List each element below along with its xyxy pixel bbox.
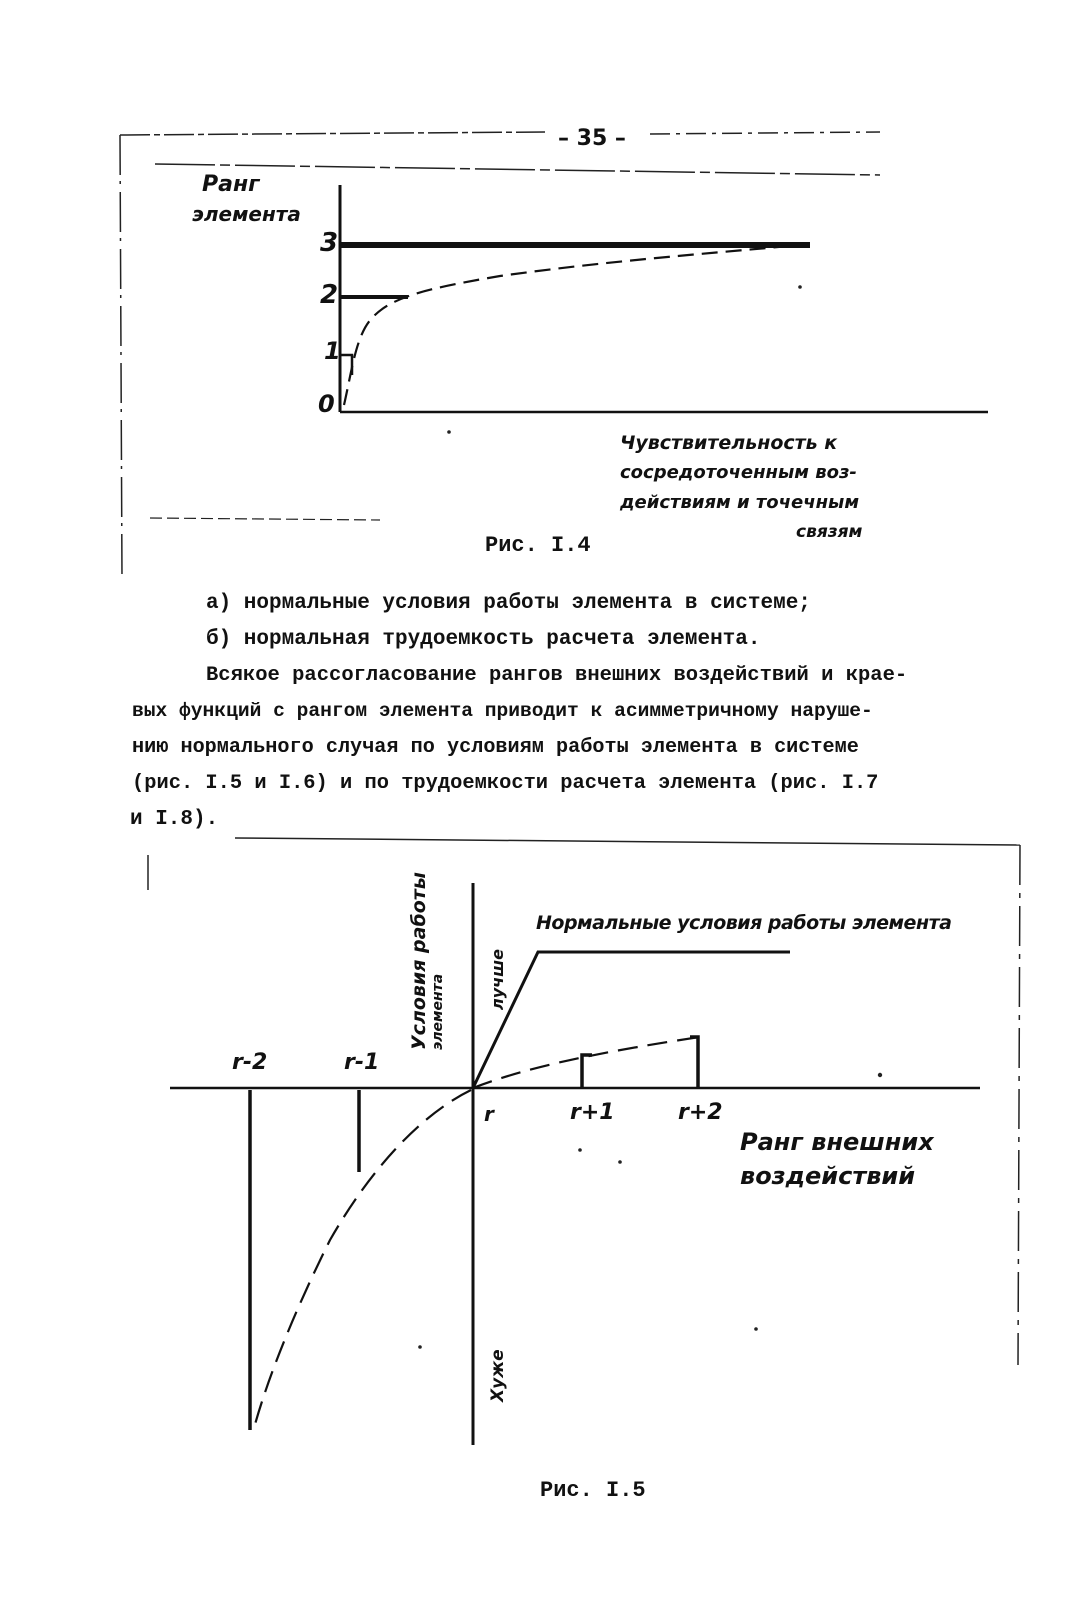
- figure1-caption: Рис. I.4: [485, 533, 591, 558]
- figure2-normal-curve: [473, 952, 790, 1088]
- figure2-lower-bars: [250, 1090, 359, 1430]
- figure2-upper-bars: [582, 1037, 698, 1088]
- figure1-x-label-line1: Чувствительность к: [620, 432, 838, 454]
- figure2-x-axis-label-line1: Ранг внешних: [740, 1128, 934, 1156]
- figure1-y-axis-label-line2: элемента: [192, 202, 301, 226]
- text-line-3: Всякое рассогласование рангов внешних воздействий и крае-: [206, 664, 908, 687]
- figure2-x-tick-r+2: r+2: [678, 1100, 723, 1125]
- figure2-lower-dashed: [254, 1090, 471, 1428]
- text-line-7: и I.8).: [130, 808, 219, 831]
- figure2-x-axis-label-line2: воздействий: [740, 1162, 916, 1190]
- figure2-y-axis-label-line1: Условия работы: [408, 872, 430, 1050]
- figure1-y-axis-label-line1: Ранг: [202, 172, 260, 197]
- text-line-2: б) нормальная трудоемкость расчета элемента.: [206, 628, 761, 651]
- figure1-step-line: [340, 245, 810, 375]
- figure1-x-label-line3: действиям и точечным: [620, 492, 860, 513]
- figure1-x-label-line2: сосредоточенным воз-: [620, 462, 857, 483]
- figure2-upper-dashed: [473, 1037, 700, 1088]
- figure2-y-axis-label-line2: элемента: [430, 973, 446, 1050]
- page-number: – 35 –: [558, 126, 626, 151]
- figure1-axes: [340, 185, 988, 412]
- figure1-x-label-line4: связям: [796, 522, 863, 542]
- text-line-1: а) нормальные условия работы элемента в системе;: [206, 592, 811, 615]
- figure1-dashed-curve: [344, 246, 790, 405]
- text-line-4: вых функций с рангом элемента приводит к асимметричному наруше-: [132, 700, 873, 722]
- figure2-upper-label: лучше: [488, 949, 507, 1010]
- text-line-6: (рис. I.5 и I.6) и по трудоемкости расчета элемента (рис. I.7: [132, 772, 879, 795]
- figure2-x-tick-r-2: r-2: [232, 1050, 268, 1075]
- figure2-x-tick-r: r: [484, 1102, 494, 1126]
- figure2-x-tick-r-1: r-1: [344, 1050, 380, 1075]
- figure2-x-tick-r+1: r+1: [570, 1100, 615, 1125]
- figure2-caption: Рис. I.5: [540, 1478, 646, 1503]
- figure2-lower-label: Хуже: [488, 1349, 508, 1402]
- figure1-y-tick-2: 2: [320, 280, 339, 310]
- text-line-5: нию нормального случая по условиям работы элемента в системе: [132, 736, 859, 759]
- figure1-y-tick-1: 1: [324, 337, 341, 365]
- figure2-curve-label: Нормальные условия работы элемента: [536, 912, 952, 934]
- figure1-y-tick-3: 3: [320, 228, 339, 258]
- figure1-y-tick-0: 0: [318, 390, 335, 418]
